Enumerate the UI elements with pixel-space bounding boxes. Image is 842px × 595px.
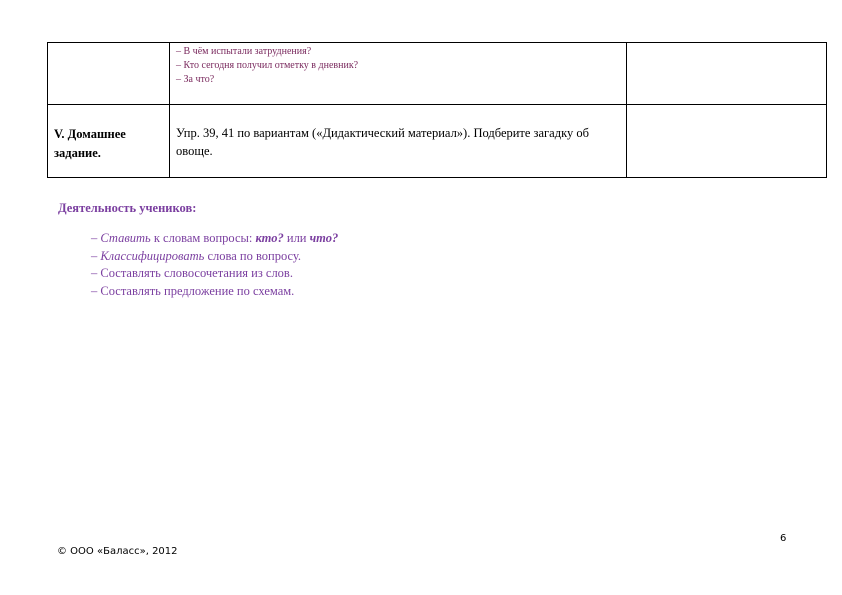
homework-text: Упр. 39, 41 по вариантам («Дидактический материал»). Подберите загадку об овоще.: [176, 126, 589, 158]
table-row: [48, 43, 827, 105]
table-cell-empty: [627, 43, 827, 105]
activity-text: или: [283, 231, 310, 245]
section-title: V. Домашнее задание.: [54, 127, 126, 160]
activities-list: [91, 230, 338, 300]
activities-heading: Деятельность учеников:: [58, 201, 197, 215]
activity-text: к словам вопросы:: [150, 231, 256, 245]
activity-item: [91, 248, 338, 266]
activity-item: [91, 230, 338, 248]
activity-dash: –: [91, 248, 101, 263]
table-row: [48, 105, 827, 178]
questions-list: [170, 43, 626, 87]
table-cell-section: [48, 105, 170, 178]
activity-item: – Составлять предложение по схемам.: [91, 283, 295, 298]
copyright-notice: © ООО «Баласс», 2012: [57, 546, 178, 557]
activity-text: слова по вопросу.: [204, 248, 302, 263]
activity-question-word: что?: [309, 231, 339, 245]
question-item: – За что?: [176, 74, 215, 85]
question-item: – Кто сегодня получил отметку в дневник?: [176, 60, 359, 71]
table-cell-empty: [627, 105, 827, 178]
table-cell-empty: [48, 43, 170, 105]
page-number: 6: [780, 533, 787, 544]
activity-item: – Составлять словосочетания из слов.: [91, 266, 293, 280]
table-cell-questions: [170, 43, 627, 105]
activity-dash: –: [91, 231, 101, 245]
activity-verb: Ставить: [100, 231, 151, 245]
lesson-table: [47, 42, 827, 178]
activity-verb: Классифицировать: [100, 248, 205, 263]
activity-question-word: кто?: [255, 231, 284, 245]
table-cell-homework: [170, 105, 627, 178]
question-item: – В чём испытали затруднения?: [176, 46, 312, 57]
